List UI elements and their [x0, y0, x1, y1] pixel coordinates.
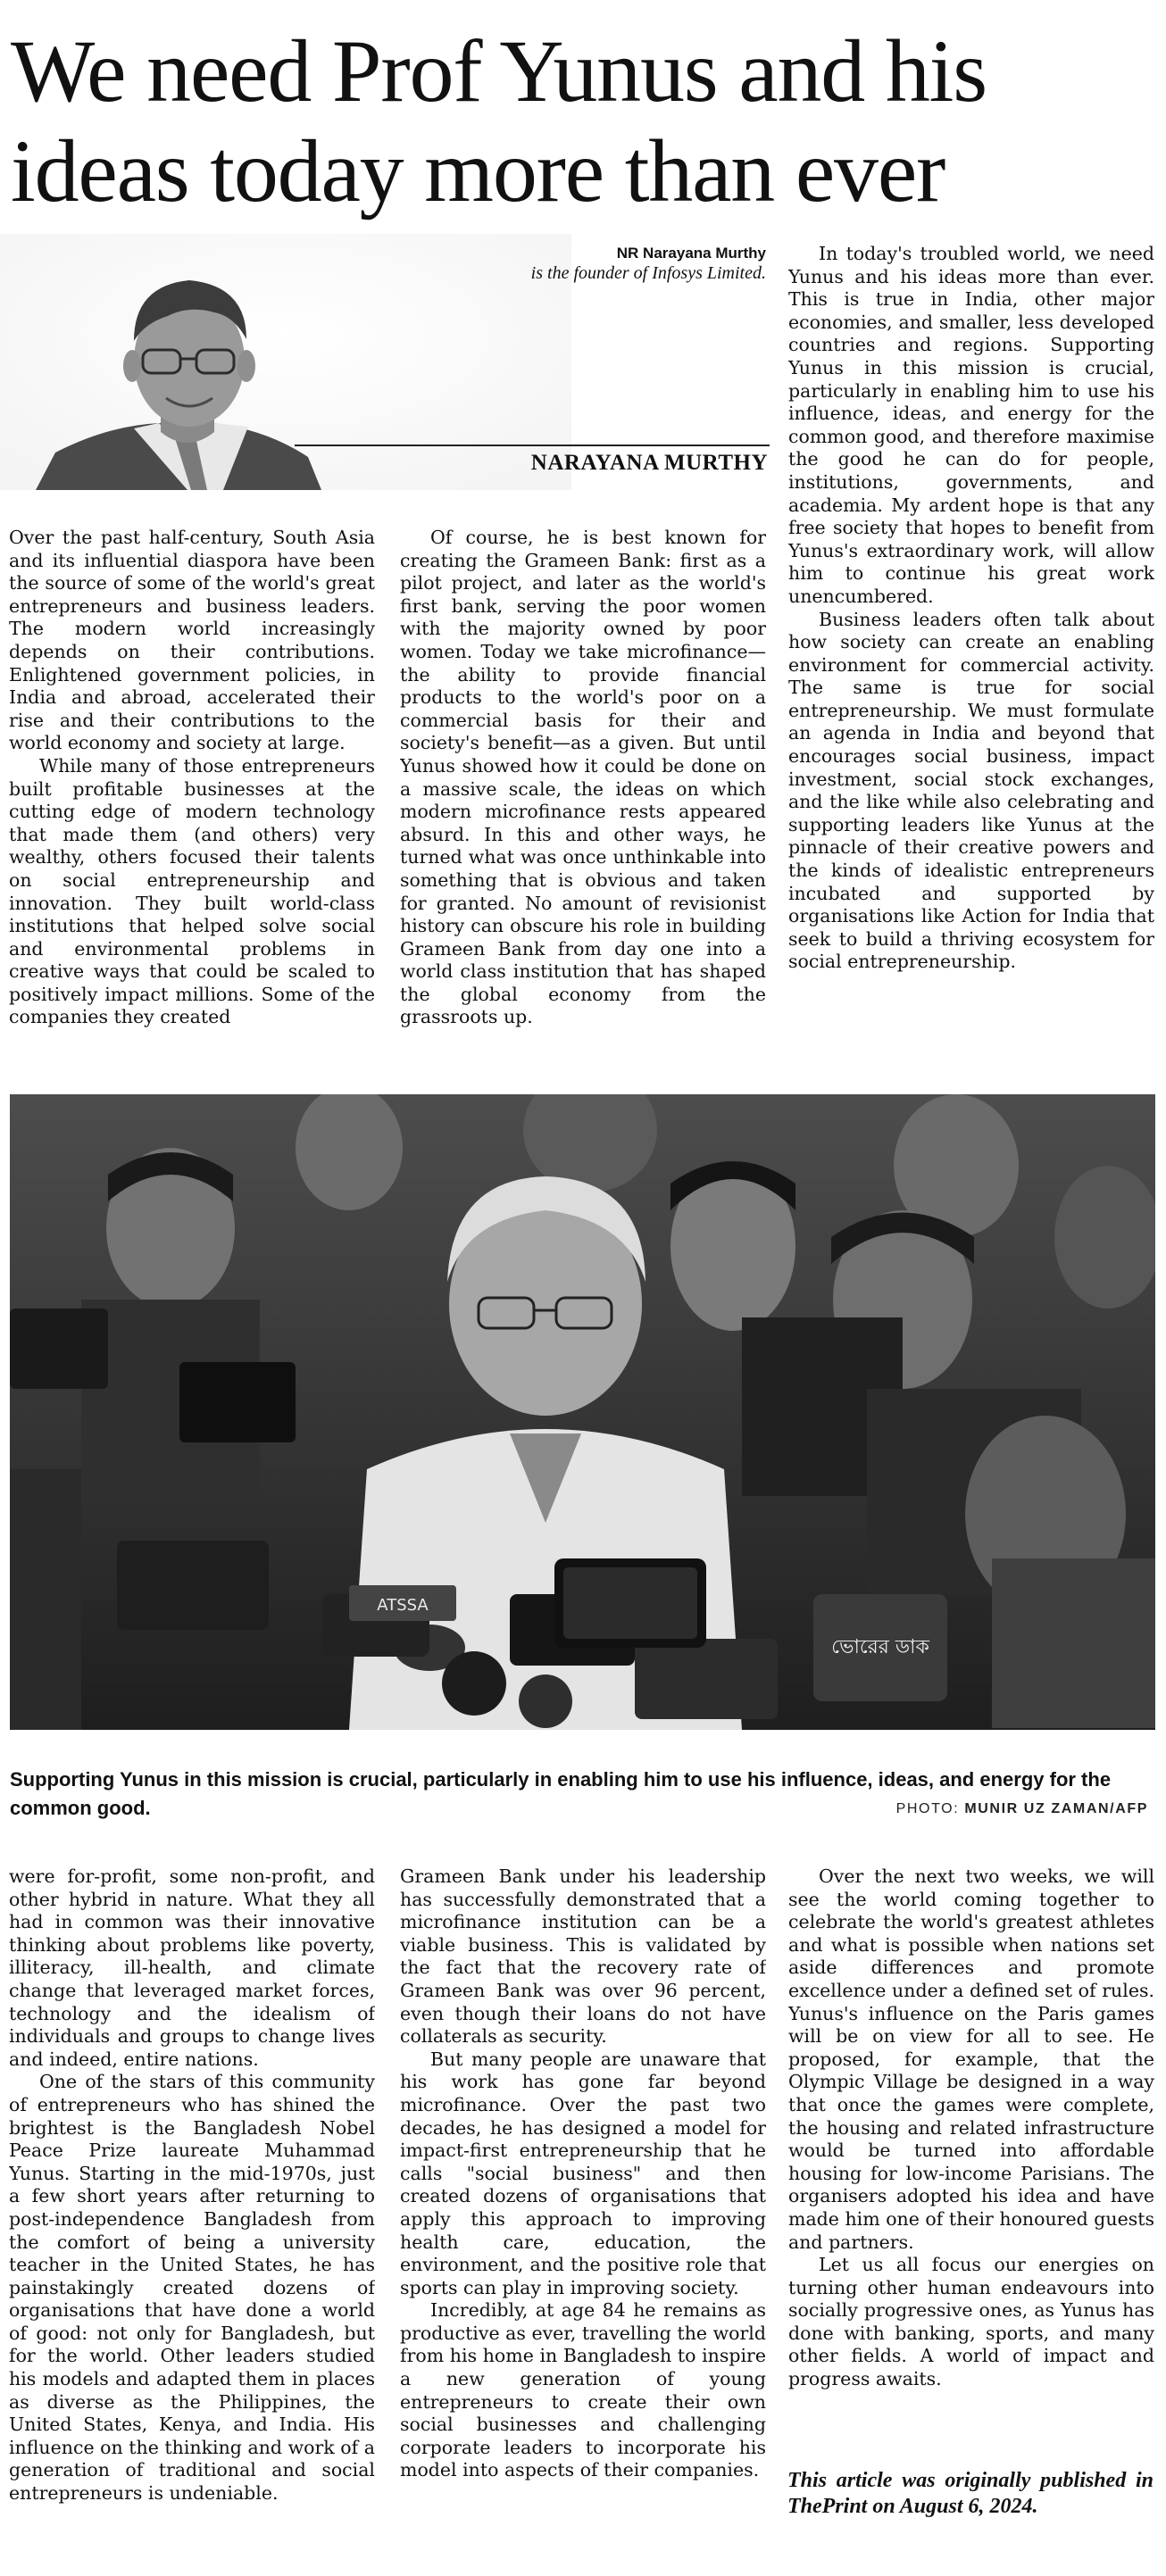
paragraph: In today's troubled world, we need Yunus and his ideas more than ever. This is true in India, other major economies, and smaller, less developed countries and regions. Supporting Yunus in this mission is crucial, particularly in enabling him to use his influence, ideas, and energy for the common good, and therefore maximise the good he can do for people, institutions, governments, and academia. My ardent hope is that any free society that hopes to benefit from Yunus's extraordinary work, will allow him to continue his great work unencumbered. [788, 243, 1154, 607]
paragraph: Over the past half-century, South Asia and its influential diaspora have been the source of some of the world's great entrepreneurs and business leaders. The modern world increasingly depends on their contributions. Enlightened government policies, in India and abroad, accelerated their rise and their contributions to the world economy and society at large. [9, 527, 375, 754]
author-note-name: NR Narayana Murthy [616, 245, 766, 262]
headline: We need Prof Yunus and his ideas today more than ever [11, 21, 987, 220]
paragraph: Of course, he is best known for creating the Grameen Bank: first as a pilot project, and later as the world's first bank, serving the poor women with the majority owned by poor women. Today we take microfinance—the ability to provide financial products to the world's poor on a commercial basis for their and society's benefit—as a given. But until Yunus showed how it could be done on a massive scale, the ideas on which modern microfinance rests appeared absurd. In this and other ways, he turned what was once unthinkable into something that is obvious and taken for granted. No amount of revisionist history can obscure his role in building Grameen Bank from day one into a world class institution that has shaped the global economy from the grassroots up. [400, 527, 766, 1028]
byline: NARAYANA MURTHY [530, 451, 768, 475]
paragraph: Over the next two weeks, we will see the world coming together to celebrate the world's greatest athletes and what is possible when nations set aside differences and promote excellence under a defined set of rules. Yunus's influence on the Paris games will be on view for all to see. He proposed, for example, that the Olympic Village be designed in a way that once the games were complete, the housing and related infrastructure would be turned into affordable housing for low-income Parisians. The organisers adopted his idea and have made him one of their honoured guests and partners. [788, 1866, 1154, 2253]
mic-label: ভোরের ডাক [831, 1636, 929, 1658]
photo-caption: Supporting Yunus in this mission is crucial, particularly in enabling him to use his influence, ideas, and energy for the common good. [10, 1768, 1112, 1819]
paragraph: Business leaders often talk about how society can create an enabling environment for commercial activity. The same is true for social entrepreneurship. We must formulate an agenda in India and beyond that encourages social business, impact investment, social stock exchanges, and the like while also celebrating and supporting leaders like Yunus at the pinnacle of their creative powers and the kinds of idealistic entrepreneurs incubated and supported by organisations like Action for India that seek to build a thriving ecosystem for social entrepreneurship. [788, 608, 1154, 973]
bottom-column-2 [400, 1866, 766, 2571]
photo-credit [896, 1801, 1148, 1817]
paragraph: Grameen Bank under his leadership has successfully demonstrated that a microfinance institution can be a viable business. This is validated by the fact that the recovery rate of Grameen Bank was over 96 percent, even though their loans do not have collaterals as security. [400, 1866, 766, 2048]
mic-label-2: ATSSA [377, 1596, 429, 1615]
paragraph: Incredibly, at age 84 he remains as productive as ever, travelling the world from his home in Bangladesh to inspire a new generation of young entrepreneurs to create their own social businesses and challenging corporate leaders to incorporate his model into aspects of their companies. [400, 2299, 766, 2481]
paragraph: But many people are unaware that his work has gone far beyond microfinance. Over the past two decades, he has designed a model for impact-first entrepreneurship that he calls "social business" and then created dozens of organisations that apply this approach to improving health care, education, the environment, and the positive role that sports can play in improving society. [400, 2048, 766, 2298]
photo-credit-label: PHOTO: [895, 1801, 960, 1816]
author-note-role: is the founder of Infosys Limited. [530, 263, 766, 283]
photo-credit-name: MUNIR UZ ZAMAN/AFP [964, 1801, 1148, 1816]
paragraph: While many of those entrepreneurs built profitable businesses at the cutting edge of modern technology that made them (and others) very wealthy, others focused their talents on social entrepreneurship and innovation. They built world-class institutions that helped solve social and environmental problems in creative ways that could be scaled to positively impact millions. Some of the companies they created [9, 754, 375, 1028]
byline-rule [295, 445, 770, 446]
paragraph: One of the stars of this community of entrepreneurs who has shined the brightest is the Bangladesh Nobel Peace Prize laureate Muhammad Yunus. Starting in the mid-1970s, just a few short years after returning to post-independence Bangladesh from the comfort of being a university teacher in the United States, he has painstakingly created dozens of organisations that have done a world of good: not only for Bangladesh, but for the world. Other leaders studied his models and adapted them in places as diverse as the Philippines, the United States, Kenya, and India. His influence on the thinking and work of a generation of traditional and social entrepreneurs is undeniable. [9, 2071, 375, 2505]
news-photo [10, 1094, 1155, 1730]
bottom-column-1 [9, 1866, 375, 2571]
paragraph: Let us all focus our energies on turning other human endeavours into socially progressive ones, as Yunus has done with banking, sports, and many other fields. A world of impact and progress awaits. [788, 2254, 1154, 2390]
top-column-2 [400, 527, 766, 1071]
bottom-column-3 [788, 1866, 1154, 2459]
author-note [509, 244, 766, 283]
paragraph: were for-profit, some non-profit, and other hybrid in nature. What they all had in common was their innovative thinking about problems like poverty, illiteracy, ill-health, and climate change that leveraged market forces, technology and the idealism of individuals and groups to change lives and indeed, entire nations. [9, 1866, 375, 2070]
publication-note: This article was originally published in ThePrint on August 6, 2024. [787, 2469, 1154, 2518]
top-column-3 [788, 243, 1154, 1077]
press-scrum-image [10, 1094, 1155, 1730]
top-column-1 [9, 527, 375, 1071]
